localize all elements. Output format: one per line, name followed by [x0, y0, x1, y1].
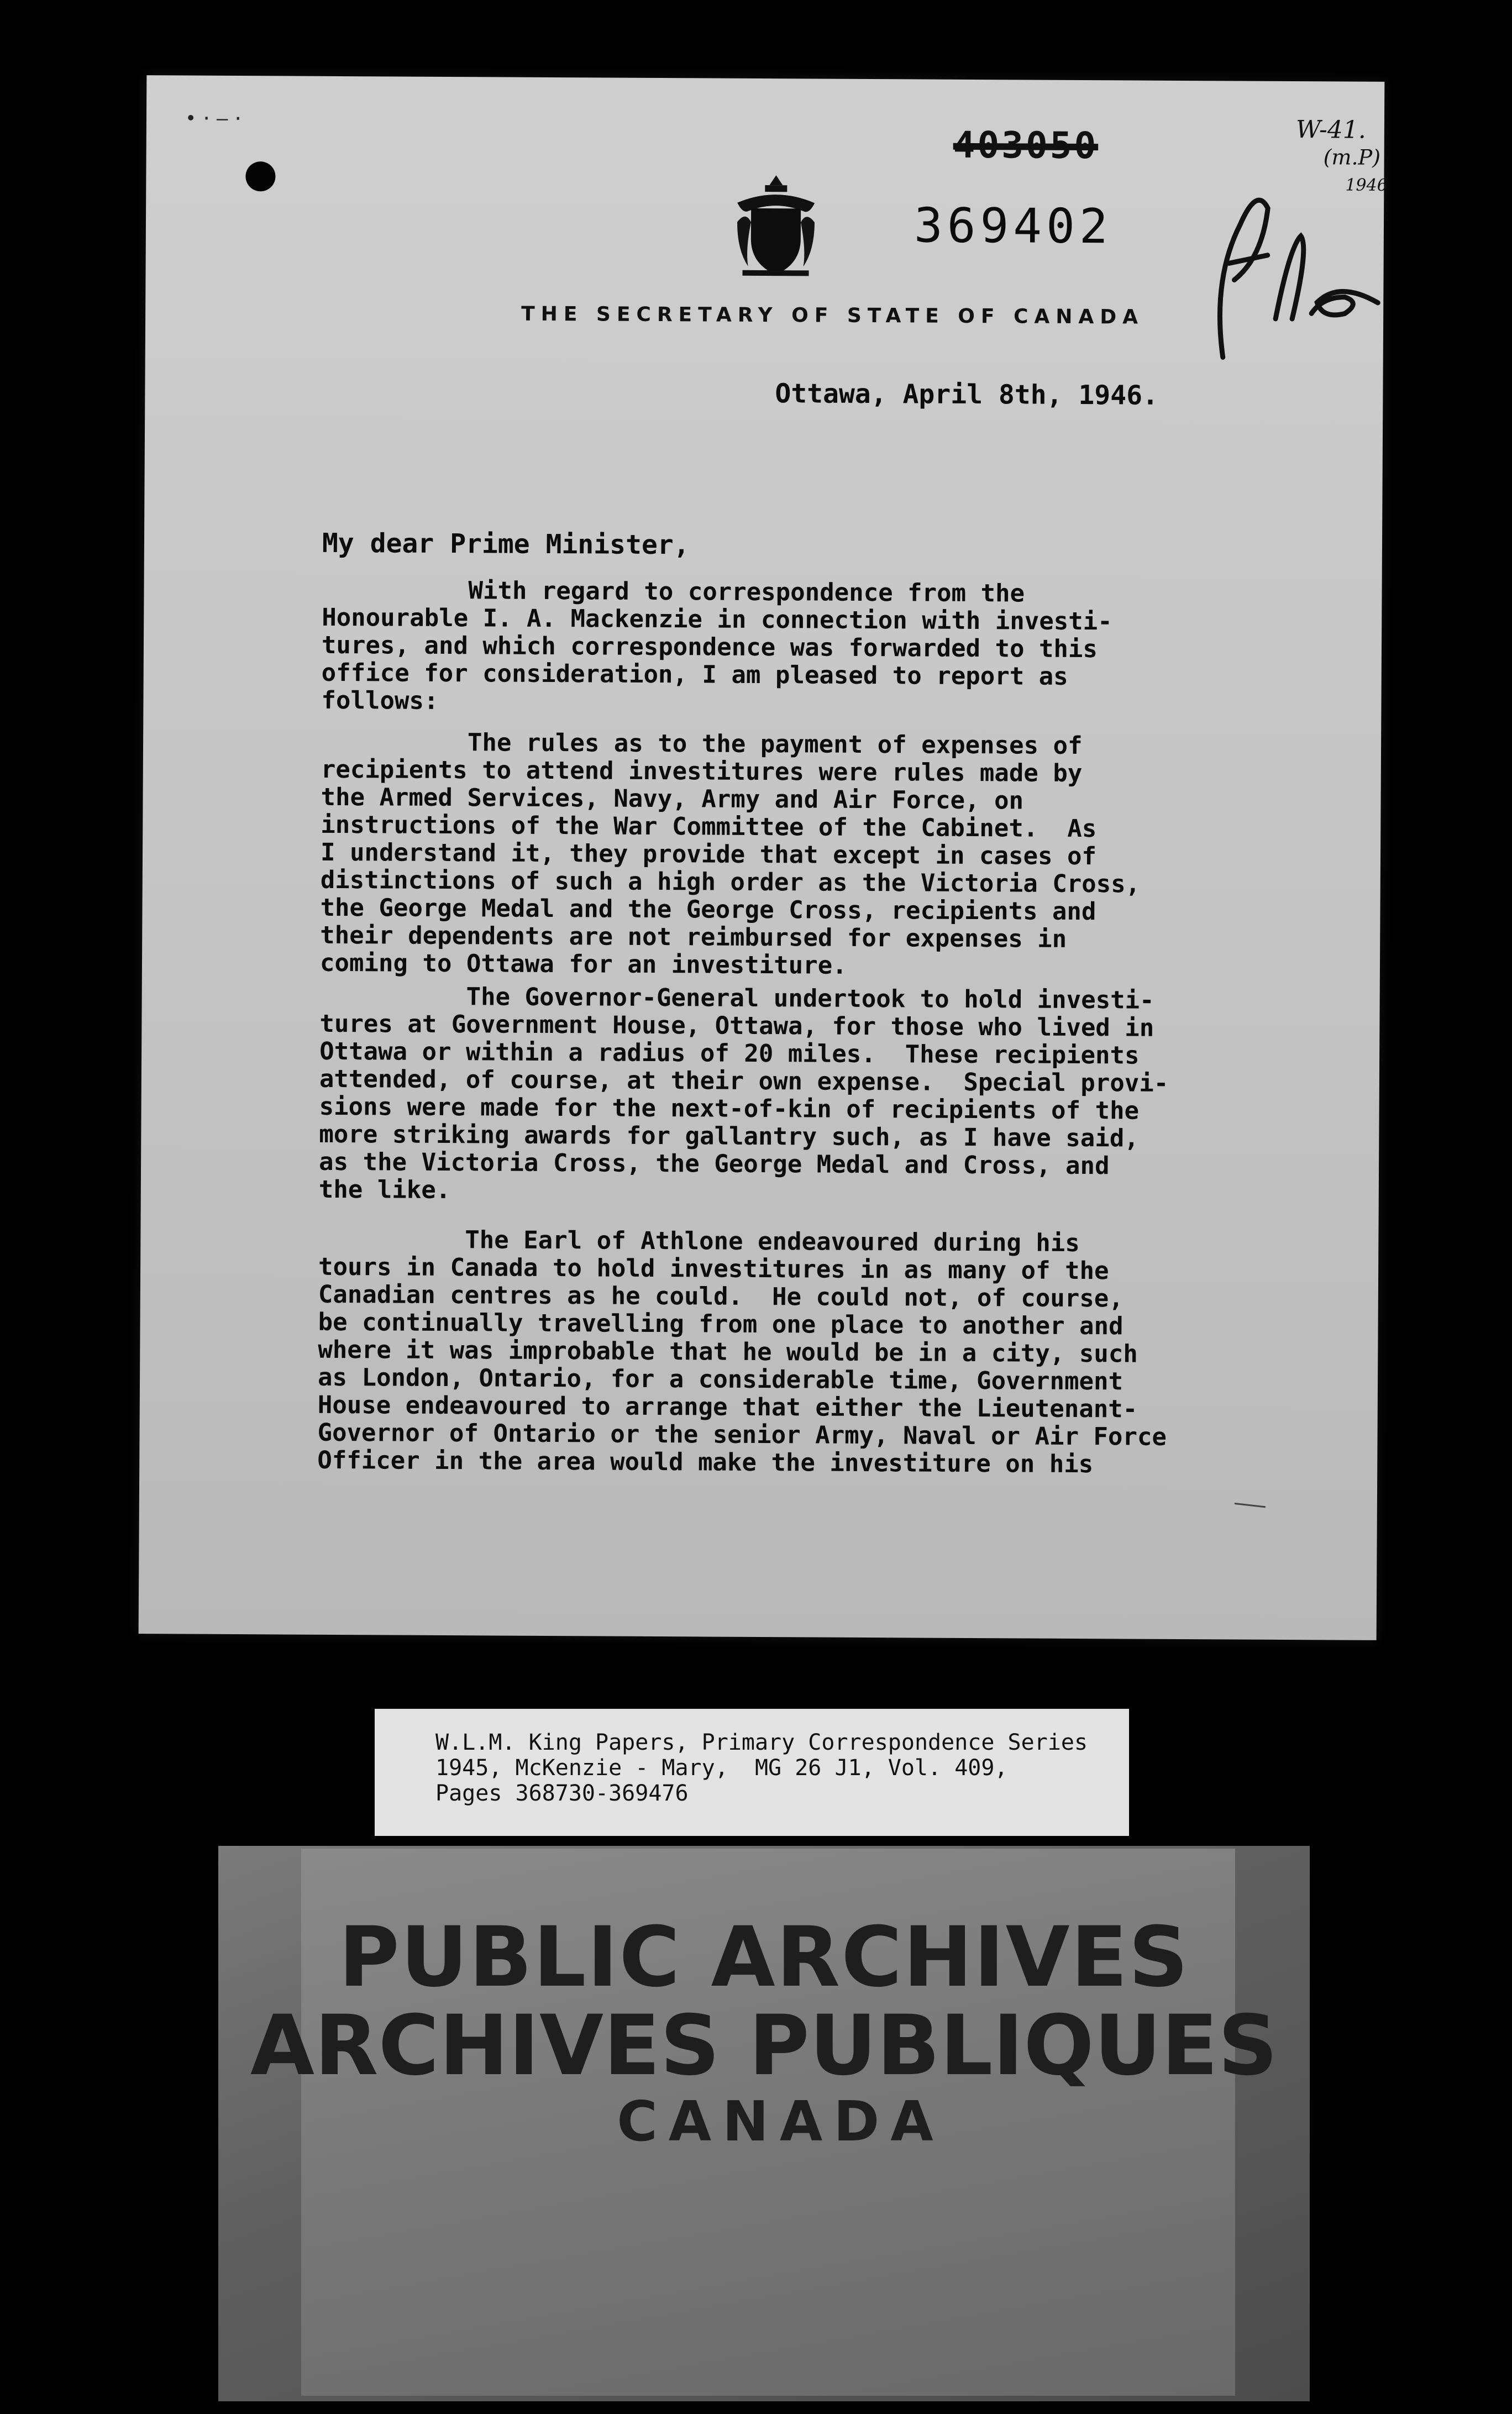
salutation: My dear Prime Minister, — [322, 527, 690, 561]
pencil-mark — [1233, 1502, 1267, 1508]
handwritten-note-1: W-41. — [1295, 116, 1366, 144]
letter-page — [139, 75, 1388, 1640]
struck-file-number: 403050 — [953, 123, 1099, 167]
department-heading: THE SECRETARY OF STATE OF CANADA — [521, 302, 1144, 329]
handwritten-note-3: 1946 — [1345, 175, 1388, 195]
corner-marks: •·–· — [185, 107, 248, 130]
paragraph-3: The Governor-General undertook to hold investi- tures at Government House, Ottawa, for those who lived in Ottawa or within a radius of 20 miles. These recipients attended, of course, at their own expense. Special provi- sions were made for the next-of-kin of recipients of the more striking awards for gallantry such, as I have said, as the Victoria Cross, the George Medal and Cross, and the like. — [318, 982, 1169, 1205]
archive-reference-label — [375, 1709, 1129, 1836]
archives-stamp — [218, 1846, 1310, 2401]
paragraph-4: The Earl of Athlone endeavoured during his tours in Canada to hold investitures in as many of the Canadian centres as he could. He could not, of course, be continually travelling from one place to another and where it was improbable that he would be in a city, such as London, Ontario, for a considerable time, Government House endeavoured to arrange that either the Lieutenant- Governor of Ontario or the senior Army, Naval or Air Force Officer in the area would make the investiture on his — [317, 1225, 1167, 1479]
handwritten-note-2: (m.P) — [1323, 145, 1381, 170]
file-number: 369402 — [914, 198, 1112, 255]
paragraph-1: With regard to correspondence from the Honourable I. A. Mackenzie in connection with investi- tures, and which correspondence was forwarded to this office for consideration, I am pleased to report as follows: — [321, 575, 1112, 715]
handwritten-file-mark — [1179, 136, 1390, 380]
stamp-line-2: ARCHIVES PUBLIQUES — [250, 1998, 1278, 2094]
stamp-line-3: CANADA — [617, 2089, 944, 2154]
punch-hole — [245, 161, 275, 191]
coat-of-arms-icon — [726, 170, 826, 281]
paragraph-2: The rules as to the payment of expenses of recipients to attend investitures were rules made by the Armed Services, Navy, Army and Air Force, on instructions of the War Committee of the Cabinet. As I understand it, they provide that except in cases of distinctions of such a high order as the Victoria Cross, the George Medal and the George Cross, recipients and their dependents are not reimbursed for expenses in coming to Ottawa for an investiture. — [319, 727, 1141, 980]
stamp-line-1: PUBLIC ARCHIVES — [338, 1909, 1190, 2006]
archive-reference-text: W.L.M. King Papers, Primary Correspondence Series 1945, McKenzie - Mary, MG 26 J1, Vol. 409, Pages 368730-369476 — [435, 1730, 1088, 1806]
letter-date: Ottawa, April 8th, 1946. — [775, 378, 1159, 411]
